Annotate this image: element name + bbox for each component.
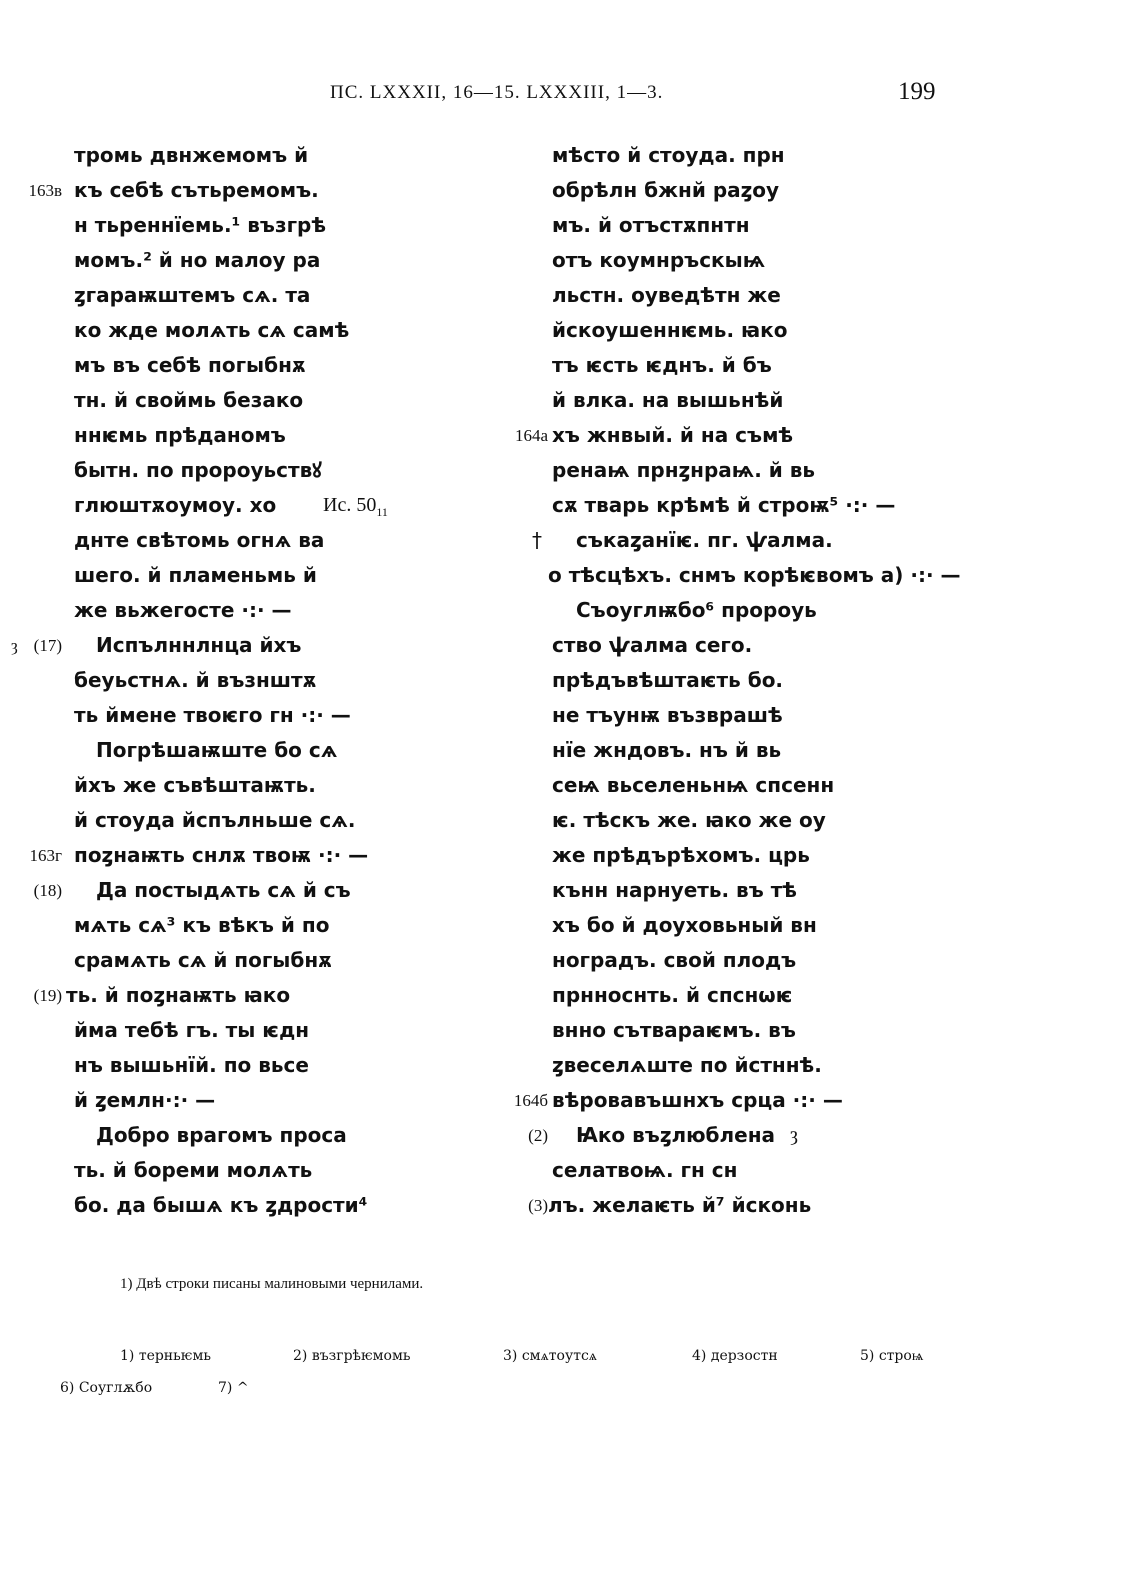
line-text: хъ жнвый. й на съмѣ [552, 423, 794, 447]
text-line [490, 978, 1050, 1013]
line-text: й стоуда йспълньше сѧ. [74, 808, 356, 832]
text-line [0, 663, 440, 698]
line-text: ȥвеселѧште по йстннѣ. [552, 1053, 822, 1077]
margin-reference [0, 838, 62, 873]
text-line [0, 768, 440, 803]
line-text: ѥ. тѣскъ же. ꙗко же оу [552, 808, 826, 832]
line-text: днте свѣтомь огнѧ ва [74, 528, 325, 552]
margin-number: (3) [528, 1196, 548, 1215]
line-text: сѫ тварь крѣмѣ й строѭ⁵ ·:· — [552, 493, 896, 517]
text-line [490, 418, 1050, 453]
text-line [490, 138, 1050, 173]
text-line [490, 593, 1050, 628]
left-column [0, 138, 440, 1223]
text-line [490, 488, 1050, 523]
line-text: н тьреннїемь.¹ възгрѣ [74, 213, 327, 237]
text-line [490, 838, 1050, 873]
line-text: не тъунѭ възврашѣ [552, 703, 783, 727]
text-line [0, 1048, 440, 1083]
line-text: Погрѣшаѭште бо сѧ [96, 738, 338, 762]
margin-mark: ȝ [790, 1124, 798, 1146]
line-text: прѣдъвѣштаѥть бо. [552, 668, 784, 692]
line-text: прнноснть. й спснѡѥ [552, 983, 793, 1007]
margin-reference [490, 1188, 548, 1223]
text-line [490, 768, 1050, 803]
text-line [490, 243, 1050, 278]
text-line [0, 1118, 440, 1153]
cross-mark: † [532, 528, 542, 552]
line-text: о тѣсцѣхъ. снмъ корѣѥвомъ а) ·:· — [548, 563, 961, 587]
margin-number: 163в [28, 181, 62, 200]
line-text: отъ коумнръскыѩ [552, 248, 766, 272]
line-text: мѧть сѧ³ къ вѣкъ й по [74, 913, 330, 937]
line-text: Ꙗко въȥлюблена [576, 1123, 776, 1147]
margin-number: (19) [33, 986, 62, 1005]
reference-subscript: 11 [376, 505, 388, 519]
line-text: бо. да бышѧ къ ȥдрости⁴ [74, 1193, 368, 1217]
line-text: же прѣдърѣхомъ. црь [552, 843, 810, 867]
line-text: лъ. желаѥть й⁷ йсконь [548, 1193, 812, 1217]
text-line [490, 628, 1050, 663]
text-line [0, 1153, 440, 1188]
variant-reading: 6) Соуглѫбо [60, 1380, 153, 1396]
margin-number: 164б [513, 1091, 548, 1110]
line-text: ть. й поȥнаѭть ꙗко [66, 983, 291, 1007]
text-line [0, 453, 440, 488]
variant-reading: 2) възгрѣѥмомь [293, 1348, 411, 1364]
text-line [0, 978, 440, 1013]
margin-reference [0, 978, 62, 1013]
text-line [490, 453, 1050, 488]
line-text: беуьстнѧ. й възнштѫ [74, 668, 317, 692]
margin-number: (17) [33, 636, 62, 655]
line-text: йхъ же съвѣштаѭть. [74, 773, 316, 797]
text-line [490, 803, 1050, 838]
text-line [0, 803, 440, 838]
line-text: Добро врагомъ проса [96, 1123, 347, 1147]
text-line [490, 278, 1050, 313]
text-line [0, 558, 440, 593]
text-line [0, 278, 440, 313]
text-line [490, 663, 1050, 698]
text-line [0, 383, 440, 418]
line-text: ннѥмь прѣданомъ [74, 423, 286, 447]
text-line [0, 943, 440, 978]
margin-mark: ȝ [10, 636, 18, 655]
text-line [490, 698, 1050, 733]
line-text: Испълннлнца йхъ [96, 633, 302, 657]
text-line [490, 733, 1050, 768]
line-text: мъ въ себѣ погыбнѫ [74, 353, 306, 377]
text-line [0, 733, 440, 768]
margin-reference [0, 873, 62, 908]
line-text: момъ.² й но малоу ра [74, 248, 321, 272]
text-line [490, 1013, 1050, 1048]
text-line [0, 348, 440, 383]
margin-reference [490, 1083, 548, 1118]
text-line [490, 1188, 1050, 1223]
line-text: обрѣлн бжнй раȥоу [552, 178, 780, 202]
text-line [490, 523, 1050, 558]
footnote: 1) Двѣ строки писаны малиновыми чернилами. [120, 1276, 424, 1292]
variant-reading: 7) ^ [218, 1380, 249, 1396]
margin-number: 163г [29, 846, 62, 865]
line-text: глюштѫоумоу. хо [74, 493, 277, 517]
text-line [490, 873, 1050, 908]
reference-text: Ис. 50 [323, 494, 377, 516]
margin-reference [490, 418, 548, 453]
text-line [0, 313, 440, 348]
text-line [490, 208, 1050, 243]
line-text: же вьжегосте ·:· — [74, 598, 292, 622]
line-text: мъ. й отъстѫпнтн [552, 213, 750, 237]
line-text: ȥгараѭштемъ сѧ. та [74, 283, 311, 307]
line-text: тромь двнжемомъ й [74, 143, 309, 167]
text-line [490, 173, 1050, 208]
text-line [490, 383, 1050, 418]
line-text: сеѩ вьселеньнѩ спсенн [552, 773, 835, 797]
text-line [0, 208, 440, 243]
line-text: ноградъ. свой плодъ [552, 948, 797, 972]
line-text: й ȥемлн·:· — [74, 1088, 216, 1112]
text-line [490, 1048, 1050, 1083]
text-line [0, 838, 440, 873]
margin-reference [0, 628, 62, 663]
line-text: кънн нарнуеть. въ тѣ [552, 878, 798, 902]
text-line [490, 558, 1050, 593]
text-line [0, 1083, 440, 1118]
margin-reference [0, 173, 62, 208]
line-text: нїе жндовъ. нъ й вь [552, 738, 782, 762]
line-text: съкаȥанїѥ. пг. ѱалма. [576, 528, 833, 552]
text-line [490, 313, 1050, 348]
right-column [490, 138, 1050, 1223]
line-text: ть ймене твоѥго гн ·:· — [74, 703, 351, 727]
line-text: шего. й пламеньмь й [74, 563, 317, 587]
line-text: ко жде молѧть сѧ самѣ [74, 318, 350, 342]
variant-reading: 3) смѧтоутсѧ [503, 1348, 598, 1364]
line-text: хъ бо й доуховьный вн [552, 913, 817, 937]
margin-number: 164а [514, 426, 548, 445]
line-text: вѣровавъшнхъ срца ·:· — [552, 1088, 843, 1112]
text-line [490, 1083, 1050, 1118]
line-text: ренаѩ прнȥнраѩ. й вь [552, 458, 816, 482]
text-line [0, 1013, 440, 1048]
line-text: бытн. по пророуьствꙋ [74, 458, 322, 482]
line-text: къ себѣ сътьремомъ. [74, 178, 319, 202]
text-line [0, 488, 440, 523]
line-text: мѣсто й стоуда. прн [552, 143, 785, 167]
line-text: ство ѱалма сего. [552, 633, 753, 657]
line-text: срамѧть сѧ й погыбнѫ [74, 948, 332, 972]
text-line [0, 593, 440, 628]
line-text: йма тебѣ гъ. ты ѥдн [74, 1018, 310, 1042]
text-line [0, 698, 440, 733]
line-text: тъ ѥсть ѥднъ. й бъ [552, 353, 772, 377]
text-line [490, 1153, 1050, 1188]
margin-number: (18) [33, 881, 62, 900]
text-line [490, 943, 1050, 978]
text-line [0, 1188, 440, 1223]
line-text: йскоушеннѥмь. ꙗко [552, 318, 788, 342]
line-text: поȥнаѭть снлѫ твоѭ ·:· — [74, 843, 369, 867]
text-line [490, 1118, 1050, 1153]
text-line [0, 873, 440, 908]
text-line [490, 908, 1050, 943]
line-text: внно сътвараѥмъ. въ [552, 1018, 796, 1042]
line-text: й влка. на вышьнѣй [552, 388, 784, 412]
line-text: тн. й своймь безако [74, 388, 304, 412]
line-text: льстн. оуведѣтн же [552, 283, 781, 307]
text-line [0, 243, 440, 278]
variant-readings [0, 1348, 1140, 1408]
text-line [0, 523, 440, 558]
margin-number: (2) [528, 1126, 548, 1145]
text-line [0, 173, 440, 208]
text-line [0, 418, 440, 453]
text-line [0, 138, 440, 173]
variant-reading: 4) дерзостн [692, 1348, 778, 1364]
text-line [0, 628, 440, 663]
running-title: ПС. LXXXII, 16—15. LXXXIII, 1—3. [330, 82, 664, 103]
page-number: 199 [898, 78, 936, 105]
line-text: селатвоѩ. гн сн [552, 1158, 738, 1182]
line-text: Да постыдѧть сѧ й съ [96, 878, 351, 902]
text-line [0, 908, 440, 943]
text-line [490, 348, 1050, 383]
line-text: Съоуглѭбо⁶ пророуь [576, 598, 817, 622]
variant-reading: 1) терньѥмь [120, 1348, 211, 1364]
line-text: нъ вышьнїй. по вьсе [74, 1053, 309, 1077]
variant-reading: 5) строѩ [860, 1348, 924, 1364]
line-text: ть. й бореми молѧть [74, 1158, 313, 1182]
margin-reference [490, 1118, 548, 1153]
